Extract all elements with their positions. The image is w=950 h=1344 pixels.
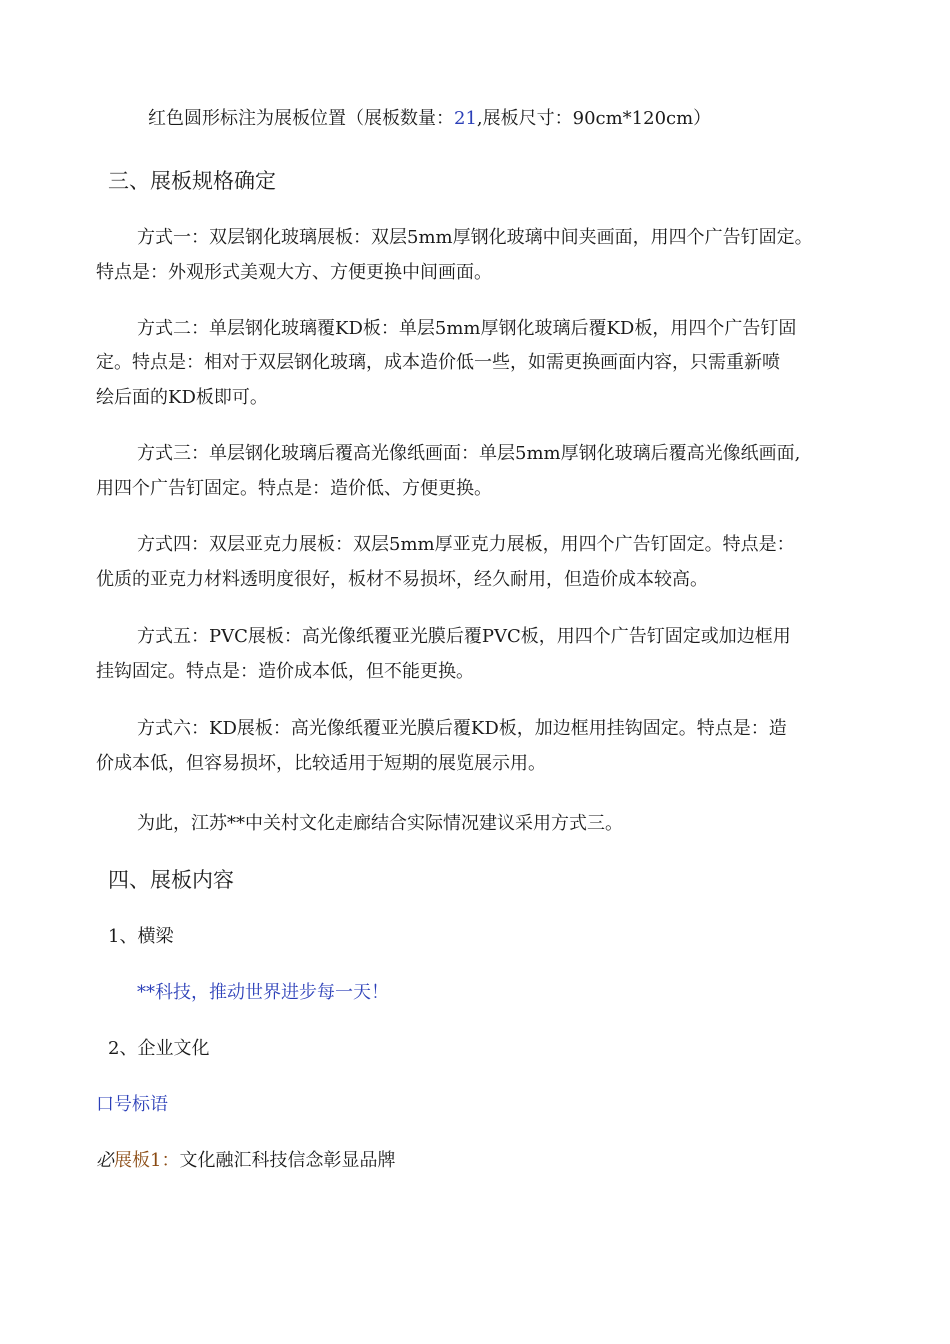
slogan-heading: 口号标语: [96, 1094, 168, 1115]
caption-prefix: 红色圆形标注为展板位置（展板数量：: [148, 108, 454, 129]
board1-label: 展板1：: [114, 1150, 180, 1171]
method6-line1: 方式六：KD展板：高光像纸覆亚光膜后覆KD板，加边框用挂钩固定。特点是：造: [137, 718, 787, 739]
section3-heading: 三、展板规格确定: [108, 169, 276, 193]
method6-line2: 价成本低，但容易损坏，比较适用于短期的展览展示用。: [96, 753, 546, 774]
method3-line1: 方式三：单层钢化玻璃后覆高光像纸画面：单层5mm厚钢化玻璃后覆高光像纸画面,: [137, 443, 801, 464]
method2-line2: 定。特点是：相对于双层钢化玻璃，成本造价低一些，如需更换画面内容，只需重新喷: [96, 352, 780, 373]
board1-title: 文化融汇科技信念彰显品牌: [179, 1150, 396, 1171]
caption-count: 21: [454, 108, 477, 129]
item2-label: 2、企业文化: [108, 1038, 210, 1059]
item1-label: 1、横梁: [108, 926, 174, 947]
method5-line1: 方式五：PVC展板：高光像纸覆亚光膜后覆PVC板，用四个广告钉固定或加边框用: [137, 626, 791, 647]
method1-line2: 特点是：外观形式美观大方、方便更换中间画面。: [96, 262, 492, 283]
method2-line3: 绘后面的KD板即可。: [96, 387, 268, 408]
board1-line: [96, 1150, 395, 1172]
method1-line1: 方式一：双层钢化玻璃展板：双层5mm厚钢化玻璃中间夹画面，用四个广告钉固定。: [137, 227, 813, 248]
caption-suffix: ,展板尺寸：90cm*120cm）: [476, 108, 712, 129]
method3-line2: 用四个广告钉固定。特点是：造价低、方便更换。: [96, 478, 492, 499]
board1-mark: 必: [96, 1150, 114, 1171]
conclusion: 为此，江苏**中关村文化走廊结合实际情况建议采用方式三。: [137, 813, 623, 834]
section4-heading: 四、展板内容: [108, 868, 234, 892]
caption: [148, 108, 711, 130]
method2-line1: 方式二：单层钢化玻璃覆KD板：单层5mm厚钢化玻璃后覆KD板，用四个广告钉固: [137, 318, 797, 339]
item1-slogan: **科技，推动世界进步每一天！: [137, 982, 389, 1003]
method4-line2: 优质的亚克力材料透明度很好，板材不易损坏，经久耐用，但造价成本较高。: [96, 569, 708, 590]
method5-line2: 挂钩固定。特点是：造价成本低，但不能更换。: [96, 661, 474, 682]
method4-line1: 方式四：双层亚克力展板：双层5mm厚亚克力展板，用四个广告钉固定。特点是：: [137, 534, 795, 555]
